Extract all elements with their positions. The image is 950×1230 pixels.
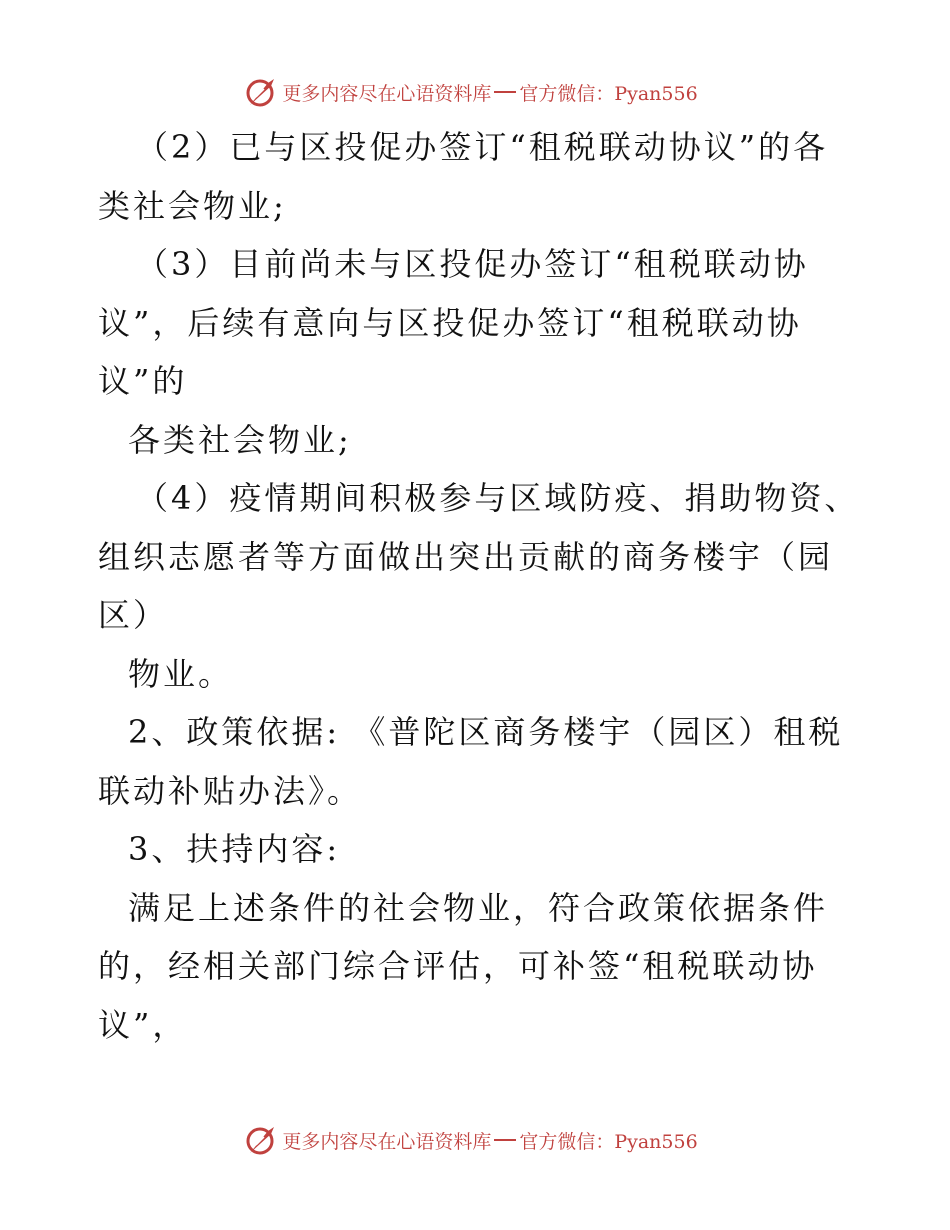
text-line-13: 3、扶持内容: (128, 830, 341, 868)
text-line-7: （4）疫情期间积极参与区域防疫、捐助物资、 (136, 479, 860, 517)
banner-main-text: 更多内容尽在心语资料库 (282, 82, 492, 105)
header-banner (0, 72, 950, 112)
text-line-2: 类社会物业; (98, 186, 287, 225)
text-line-10: 物业。 (128, 654, 234, 693)
text-line-16: 议”， (98, 1005, 188, 1044)
text-line-5: 议”的 (98, 362, 188, 400)
text-line-11: 2、政策依据: 《普陀区商务楼宇（园区）租税 (128, 713, 844, 751)
text-line-14: 满足上述条件的社会物业，符合政策依据条件 (128, 888, 829, 927)
banner-wechat-text: 官方微信：Pyan556 (519, 1130, 698, 1153)
quill-logo-icon (244, 75, 278, 109)
text-line-12: 联动补贴办法》。 (98, 771, 363, 810)
banner-main-text: 更多内容尽在心语资料库 (282, 1130, 492, 1153)
banner-dash (494, 1139, 516, 1141)
quill-logo-icon (244, 1123, 278, 1157)
text-line-6: 各类社会物业; (128, 420, 352, 459)
banner-dash (494, 91, 516, 93)
text-line-8: 组织志愿者等方面做出突出贡献的商务楼宇（园 (98, 537, 834, 576)
footer-banner (0, 1120, 950, 1160)
document-body (98, 118, 860, 1054)
text-line-9: 区） (98, 596, 169, 634)
text-line-1: （2）已与区投促办签订“租税联动协议”的各 (136, 128, 829, 166)
text-line-3: （3）目前尚未与区投促办签订“租税联动协 (136, 245, 809, 283)
text-line-15: 的，经相关部门综合评估，可补签“租税联动协 (98, 947, 818, 985)
text-line-4: 议”，后续有意向与区投促办签订“租税联动协 (98, 303, 802, 342)
banner-wechat-text: 官方微信：Pyan556 (519, 82, 698, 105)
